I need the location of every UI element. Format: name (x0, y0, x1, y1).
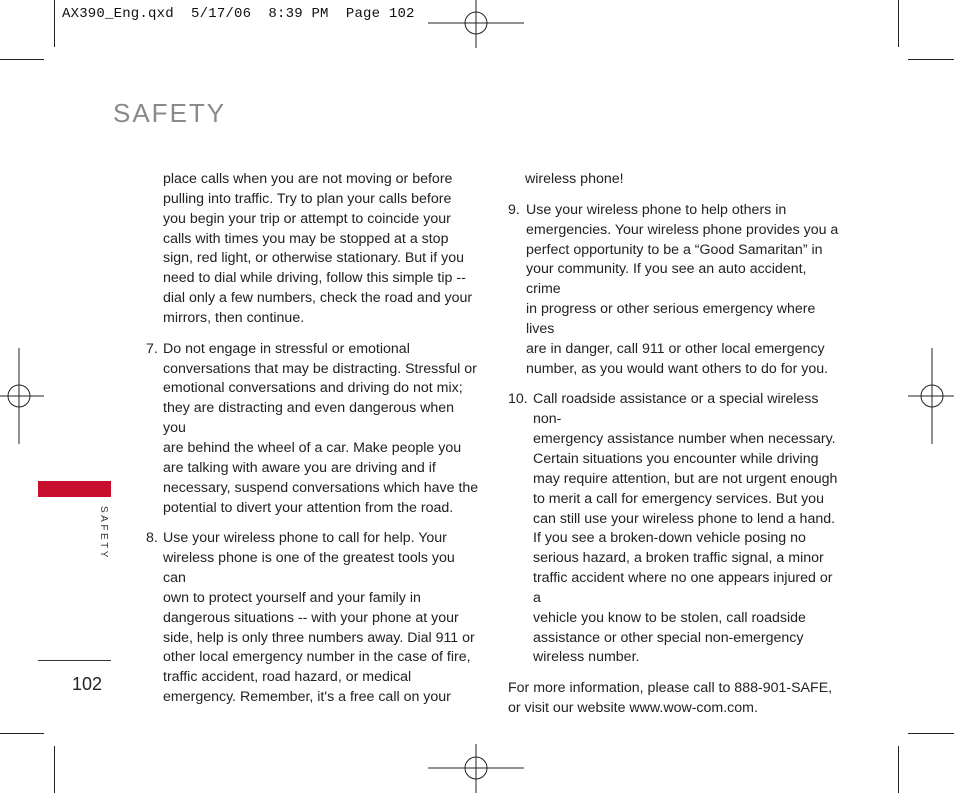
section-tab (38, 481, 111, 497)
crop-mark-top-left-vertical (54, 0, 55, 47)
closing-paragraph: For more information, please call to 888-901-SAFE, or visit our website www.wow-com.com. (508, 680, 833, 717)
list-item-7 (146, 340, 480, 519)
registration-mark-top-icon (428, 0, 524, 48)
list-item-10 (508, 390, 842, 668)
crop-mark-top-right-horizontal (908, 59, 954, 60)
crop-mark-top-right-vertical (898, 0, 899, 47)
continued-paragraph: place calls when you are not moving or before pulling into traffic. Try to plan your calls before you begin your trip or attempt to coincide your calls with times you may be stopped at a stop sign, red light, or otherwise stationary. But if you need to dial while driving, follow this simple tip -- dial only a few numbers, check the road and your mirrors, then continue. (163, 171, 473, 326)
registration-mark-bottom-icon (428, 744, 524, 793)
page-number-rule (38, 660, 111, 661)
list-item-9 (508, 201, 842, 380)
crop-mark-bottom-left-horizontal (0, 733, 44, 734)
list-item-text: Use your wireless phone to call for help. Your wireless phone is one of the greatest tools you can own to protect yourself and your family in dangerous situations -- with your phone at your side, help is only three numbers away. Dial 911 or other local emergency number in the case of fire, traffic accident, road hazard, or medical emergency. Remember, it's a free call on your (163, 530, 475, 706)
list-item-text: Do not engage in stressful or emotional conversations that may be distracting. Stressful or emotional conversations and driving do not mix; they are distracting and even dangerous when you are behind the wheel of a car. Make people you are talking with aware you are driving and if necessary, suspend conversations which have the potential to divert your attention from the road. (163, 340, 479, 516)
list-item-number: 9. (508, 201, 520, 218)
list-item-number: 8. (146, 530, 158, 547)
registration-mark-left-icon (0, 348, 44, 444)
print-slug: AX390_Eng.qxd 5/17/06 8:39 PM Page 102 (62, 6, 415, 22)
crop-mark-bottom-right-horizontal (908, 733, 954, 734)
list-item-8 (146, 529, 480, 708)
left-column (146, 170, 480, 719)
list-item-number: 7. (146, 340, 158, 357)
continued-paragraph: wireless phone! (525, 171, 624, 187)
crop-mark-bottom-right-vertical (898, 746, 899, 793)
right-column (508, 170, 842, 719)
registration-mark-right-icon (908, 348, 954, 444)
list-item-number: 10. (508, 391, 528, 408)
crop-mark-top-left-horizontal (0, 59, 44, 60)
side-section-label: SAFETY (98, 506, 109, 560)
section-title: SAFETY (113, 98, 227, 128)
crop-mark-bottom-left-vertical (54, 746, 55, 793)
list-item-text: Call roadside assistance or a special wireless non- emergency assistance number when necessary. Certain situations you encounter while driving may require attention, but are not urgent enough to merit a call for emergency services. But you can still use your wireless phone to lend a hand. If you see a broken-down vehicle posing no serious hazard, a broken traffic signal, a minor traffic accident where no one appears injured or a vehicle you know to be stolen, call roadside assistance or other special non-emergency wireless number. (533, 391, 838, 666)
page-number: 102 (72, 674, 103, 694)
list-item-text: Use your wireless phone to help others in emergencies. Your wireless phone provides you a perfect opportunity to be a “Good Samaritan” in your community. If you see an auto accident, crime in progress or other serious emergency where lives are in danger, call 911 or other local emergency number, as you would want others to do for you. (526, 201, 839, 377)
